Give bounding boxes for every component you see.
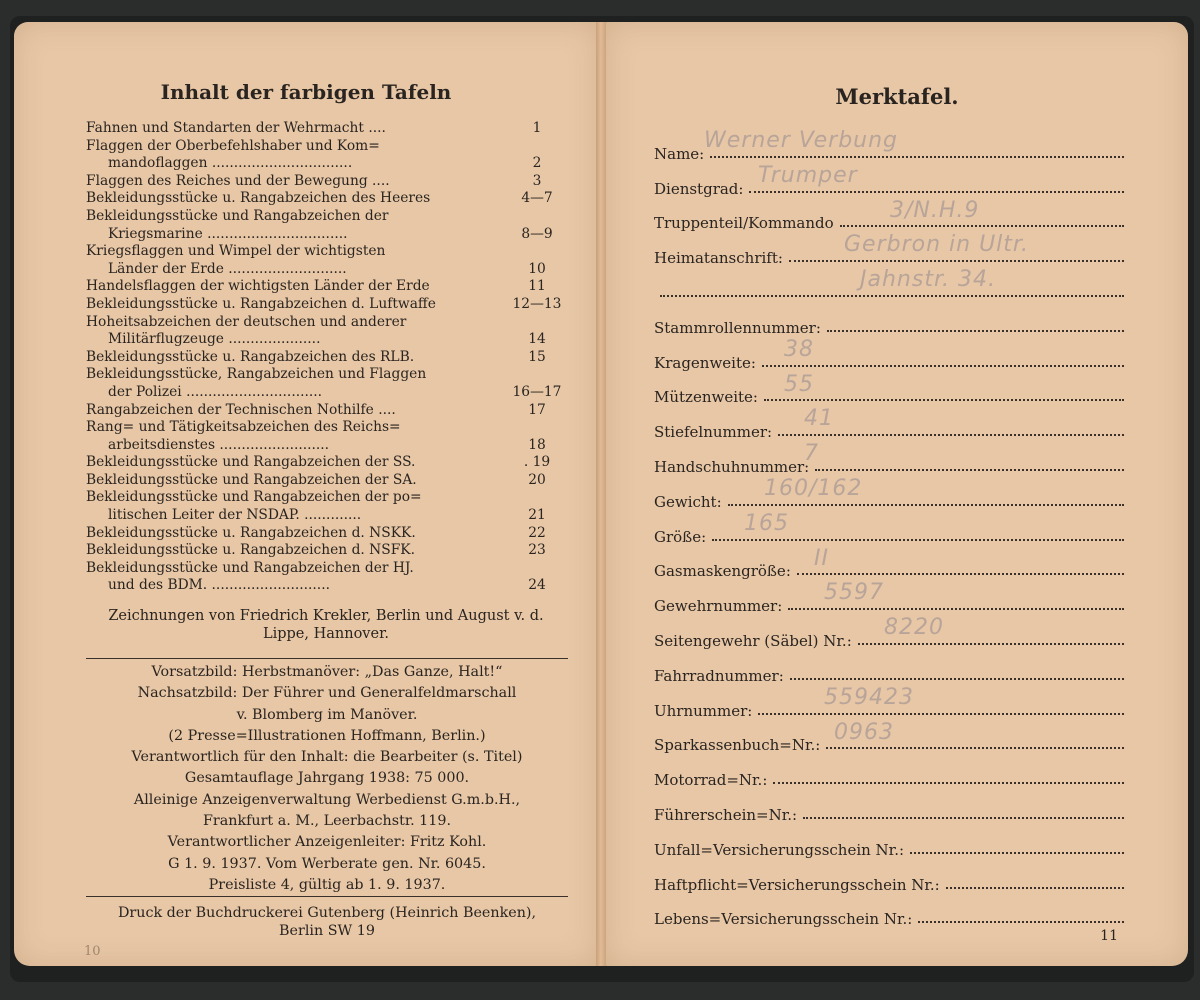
- toc-entry: [86, 278, 566, 296]
- memo-field-label: Lebens=Versicherungsschein Nr.:: [654, 910, 913, 929]
- memo-field-label: Führerschein=Nr.:: [654, 805, 798, 824]
- toc-entry: [86, 120, 566, 138]
- memo-field: [654, 337, 1124, 372]
- memo-field-handwriting: II: [814, 545, 829, 571]
- memo-field: [654, 406, 1124, 441]
- memo-field-handwriting: 0963: [834, 719, 894, 745]
- memo-field-dotted-line: [764, 398, 1124, 401]
- toc-entry-text: Bekleidungsstücke u. Rangabzeichen d. NSFK.: [86, 542, 415, 559]
- toc-entry: [86, 489, 566, 507]
- memo-field-label: Name:: [654, 144, 705, 163]
- toc-entry-page: 15: [528, 348, 546, 365]
- memo-field-handwriting: Trumper: [758, 162, 858, 188]
- toc-entry: [86, 507, 566, 525]
- printer-info: [86, 904, 568, 940]
- memo-field-handwriting: Jahnstr. 34.: [860, 267, 996, 293]
- memo-field-label: Haftpflicht=Versicherungsschein Nr.:: [654, 875, 940, 894]
- publisher-line: v. Blomberg im Manöver.: [236, 706, 418, 723]
- toc-entry: [86, 525, 566, 543]
- toc-entry-text: Bekleidungsstücke und Rangabzeichen der HJ.: [86, 559, 414, 576]
- toc-entry-text: litischen Leiter der NSDAP. .............: [108, 507, 362, 524]
- right-page: [606, 22, 1188, 966]
- memo-field-dotted-line: [790, 677, 1124, 680]
- toc-entry: [86, 472, 566, 490]
- toc-entry-text: Bekleidungsstücke und Rangabzeichen der po=: [86, 489, 422, 506]
- toc-entry: [86, 542, 566, 560]
- memo-field: [654, 754, 1124, 789]
- toc-entry-text: Bekleidungsstücke, Rangabzeichen und Flaggen: [86, 366, 427, 383]
- toc-entry-text: Bekleidungsstücke u. Rangabzeichen d. Luftwaffe: [86, 295, 436, 312]
- toc-entry: [86, 190, 566, 208]
- toc-entry-text: Handelsflaggen der wichtigsten Länder der Erde: [86, 278, 430, 295]
- memo-field: [654, 267, 1124, 302]
- memo-field: [654, 824, 1124, 859]
- memo-field-label: Stammrollennummer:: [654, 318, 821, 337]
- publisher-line: (2 Presse=Illustrationen Hoffmann, Berlin.): [168, 727, 486, 744]
- toc-entry-page: 4—7: [521, 190, 553, 207]
- memo-field: [654, 546, 1124, 581]
- toc-entry-text: Bekleidungsstücke u. Rangabzeichen des RLB.: [86, 348, 415, 365]
- memo-field-label: Handschuhnummer:: [654, 457, 810, 476]
- publisher-line: Frankfurt a. M., Leerbachstr. 119.: [202, 813, 452, 830]
- memo-field-label: Größe:: [654, 527, 707, 546]
- toc-entry: [86, 366, 566, 384]
- toc-entry-text: Bekleidungsstücke und Rangabzeichen der SA.: [86, 471, 417, 488]
- memo-field-dotted-line: [762, 364, 1124, 367]
- toc-entry: [86, 331, 566, 349]
- toc-entry-text: Kriegsflaggen und Wimpel der wichtigsten: [86, 243, 386, 260]
- toc-entry-page: [508, 489, 566, 507]
- memo-field: [654, 720, 1124, 755]
- toc-entry-text: Länder der Erde ...........................: [108, 260, 347, 277]
- toc-entry: [86, 349, 566, 367]
- memo-field-label: Seitengewehr (Säbel) Nr.:: [654, 631, 852, 650]
- memo-field: [654, 198, 1124, 233]
- memo-field-dotted-line: [778, 433, 1124, 436]
- toc-entry-text: Bekleidungsstücke und Rangabzeichen der SS.: [86, 454, 416, 471]
- memo-field-label: Gewicht:: [654, 492, 722, 511]
- toc-entry: [86, 314, 566, 332]
- memo-field-dotted-line: [910, 851, 1124, 854]
- memo-field-handwriting: 3/N.H.9: [890, 197, 980, 223]
- memo-field-dotted-line: [712, 538, 1124, 541]
- memo-field-label: Mützenweite:: [654, 388, 758, 407]
- memo-field: [654, 302, 1124, 337]
- publisher-line: Nachsatzbild: Der Führer und Generalfeldmarschall: [137, 685, 517, 702]
- page-number-left: 10: [84, 944, 101, 959]
- memo-field: [654, 650, 1124, 685]
- toc-entry-text: Hoheitsabzeichen der deutschen und anderer: [86, 313, 407, 330]
- memo-field-dotted-line: [803, 816, 1124, 819]
- memo-field-handwriting: 5597: [824, 580, 884, 606]
- toc-entry-text: mandoflaggen ................................: [108, 155, 353, 172]
- toc-entry-text: Flaggen der Oberbefehlshaber und Kom=: [86, 137, 380, 154]
- memo-field-handwriting: 8220: [884, 615, 944, 641]
- toc-entry-text: Bekleidungsstücke u. Rangabzeichen d. NSKK.: [86, 524, 416, 541]
- memo-field-label: Unfall=Versicherungsschein Nr.:: [654, 840, 905, 859]
- toc-entry-page: 8—9: [521, 225, 553, 242]
- toc-entry-page: 21: [528, 507, 546, 524]
- divider: [86, 658, 568, 659]
- memo-field-label: Gasmaskengröße:: [654, 562, 791, 581]
- memo-field-dotted-line: [789, 259, 1124, 262]
- toc-entry-page: 16—17: [512, 383, 562, 400]
- printer-line: Berlin SW 19: [279, 923, 375, 939]
- publisher-line: Vorsatzbild: Herbstmanöver: „Das Ganze, Halt!“: [151, 664, 503, 680]
- toc-entry: [86, 226, 566, 244]
- toc-entry-page: 24: [528, 577, 546, 594]
- memo-field-dotted-line: [946, 886, 1124, 889]
- memo-field-handwriting: 160/162: [764, 475, 863, 501]
- memo-field-dotted-line: [749, 190, 1124, 193]
- toc-entry: [86, 155, 566, 173]
- publisher-line: Preisliste 4, gültig ab 1. 9. 1937.: [208, 876, 446, 893]
- memo-field-label: Fahrradnummer:: [654, 666, 784, 685]
- publisher-line: G 1. 9. 1937. Vom Werberate gen. Nr. 6045.: [168, 855, 486, 872]
- memo-field-dotted-line: [660, 294, 1124, 297]
- memo-field-dotted-line: [815, 468, 1124, 471]
- publisher-info: [86, 662, 568, 896]
- toc-entry-page: 14: [528, 331, 546, 348]
- toc-entry-text: Flaggen des Reiches und der Bewegung ....: [86, 172, 390, 189]
- memo-field-label: Stiefelnummer:: [654, 423, 773, 442]
- toc-entry-page: [508, 243, 566, 261]
- toc-entry-page: 1: [532, 120, 542, 136]
- memo-field-dotted-line: [797, 572, 1124, 575]
- memo-field: [654, 372, 1124, 407]
- toc-entry-page: [508, 419, 566, 437]
- memo-field-dotted-line: [773, 781, 1124, 784]
- toc-entry: [86, 261, 566, 279]
- memo-field-handwriting: 41: [804, 406, 834, 432]
- toc-entry: [86, 577, 566, 595]
- memo-field-handwriting: 7: [804, 441, 819, 467]
- toc-entry: [86, 437, 566, 455]
- toc-entry-text: Bekleidungsstücke u. Rangabzeichen des Heeres: [86, 190, 431, 207]
- toc-entry-text: Rangabzeichen der Technischen Nothilfe ....: [86, 401, 396, 418]
- toc-entry: [86, 243, 566, 261]
- toc-entry-page: 18: [528, 436, 546, 453]
- memo-field-handwriting: Werner Verbung: [704, 128, 899, 153]
- toc-entry: [86, 296, 566, 314]
- memo-field-handwriting: 165: [744, 510, 789, 536]
- memo-field-label: Kragenweite:: [654, 353, 756, 372]
- memo-field-handwriting: 559423: [824, 684, 914, 710]
- memo-field-dotted-line: [827, 329, 1124, 332]
- memo-field: [654, 128, 1124, 163]
- toc-entry-text: Bekleidungsstücke und Rangabzeichen der: [86, 207, 389, 224]
- toc-title: Inhalt der farbigen Tafeln: [160, 80, 452, 104]
- memo-field-dotted-line: [710, 155, 1124, 158]
- toc-entry-page: 11: [528, 278, 546, 295]
- toc-entry: [86, 560, 566, 578]
- memo-field-label: Heimatanschrift:: [654, 249, 783, 268]
- memo-field-dotted-line: [788, 607, 1124, 610]
- memo-field-label: Gewehrnummer:: [654, 597, 783, 616]
- memo-field-handwriting: Gerbron in Ultr.: [844, 232, 1029, 258]
- toc-entry-page: [508, 366, 566, 384]
- memo-field-dotted-line: [826, 746, 1124, 749]
- publisher-line: Alleinige Anzeigenverwaltung Werbedienst G.m.b.H.,: [133, 791, 521, 808]
- toc-entry: [86, 454, 566, 472]
- memo-field: [654, 894, 1124, 929]
- toc-entry-page: [508, 138, 566, 156]
- toc-entry-page: [508, 314, 566, 332]
- toc-entry-page: [508, 208, 566, 226]
- divider: [86, 896, 568, 897]
- toc-entry-page: 3: [532, 172, 542, 189]
- toc-entry-page: 20: [528, 471, 546, 488]
- toc-entry-page: 10: [528, 260, 546, 277]
- toc-entry-text: Fahnen und Standarten der Wehrmacht ....: [86, 120, 386, 136]
- memo-field: [654, 685, 1124, 720]
- memo-field: [654, 580, 1124, 615]
- memo-field-label: Motorrad=Nr.:: [654, 771, 768, 790]
- toc-entry: [86, 208, 566, 226]
- memo-field: [654, 511, 1124, 546]
- toc-entry: [86, 138, 566, 156]
- page-number-right: 11: [1100, 928, 1118, 944]
- toc-list: [86, 120, 566, 595]
- memo-field-dotted-line: [840, 224, 1124, 227]
- memo-field-handwriting: 38: [784, 336, 814, 362]
- memo-field: [654, 859, 1124, 894]
- toc-entry: [86, 173, 566, 191]
- publisher-line: Gesamtauflage Jahrgang 1938: 75 000.: [184, 770, 470, 787]
- memo-field: [654, 163, 1124, 198]
- toc-entry: [86, 384, 566, 402]
- memo-field-label: Dienstgrad:: [654, 179, 744, 198]
- printer-line: Druck der Buchdruckerei Gutenberg (Heinrich Beenken),: [117, 905, 537, 921]
- memo-field-handwriting: 55: [784, 371, 814, 397]
- publisher-line: Verantwortlicher Anzeigenleiter: Fritz Kohl.: [167, 834, 487, 851]
- memo-field-dotted-line: [858, 642, 1124, 645]
- memo-field: [654, 789, 1124, 824]
- publisher-line: Verantwortlich für den Inhalt: die Bearbeiter (s. Titel): [131, 749, 523, 766]
- memo-field: [654, 615, 1124, 650]
- toc-entry-text: der Polizei ...............................: [108, 383, 323, 400]
- toc-entry-page: 12—13: [512, 295, 562, 312]
- memo-fields: [654, 128, 1124, 928]
- memo-field-dotted-line: [758, 712, 1124, 715]
- toc-entry-text: Kriegsmarine ................................: [108, 225, 348, 242]
- toc-entry-text: arbeitsdienstes .........................: [108, 436, 330, 453]
- toc-entry-page: 2: [532, 155, 542, 172]
- memo-field: [654, 476, 1124, 511]
- toc-entry-page: 22: [528, 524, 546, 541]
- memo-field-dotted-line: [918, 920, 1124, 923]
- toc-entry: [86, 402, 566, 420]
- toc-entry-text: Rang= und Tätigkeitsabzeichen des Reichs=: [86, 419, 401, 436]
- memo-field: [654, 441, 1124, 476]
- toc-entry-page: 23: [528, 542, 546, 559]
- memo-field-label: Truppenteil/Kommando: [654, 214, 834, 233]
- toc-entry-page: [508, 560, 566, 578]
- memo-title: Merktafel.: [835, 84, 959, 109]
- illustration-credits: Zeichnungen von Friedrich Krekler, Berlin und August v. d. Lippe, Hannover.: [108, 608, 544, 642]
- toc-entry-page: 17: [528, 401, 546, 418]
- toc-entry: [86, 419, 566, 437]
- memo-field-label: Sparkassenbuch=Nr.:: [654, 736, 821, 755]
- memo-field-label: Uhrnummer:: [654, 701, 753, 720]
- left-page: [14, 22, 598, 966]
- memo-field-dotted-line: [728, 503, 1124, 506]
- toc-entry-text: und des BDM. ...........................: [108, 577, 330, 594]
- toc-entry-text: Militärflugzeuge .....................: [108, 331, 321, 348]
- toc-entry-page: . 19: [523, 454, 551, 471]
- memo-field: [654, 232, 1124, 267]
